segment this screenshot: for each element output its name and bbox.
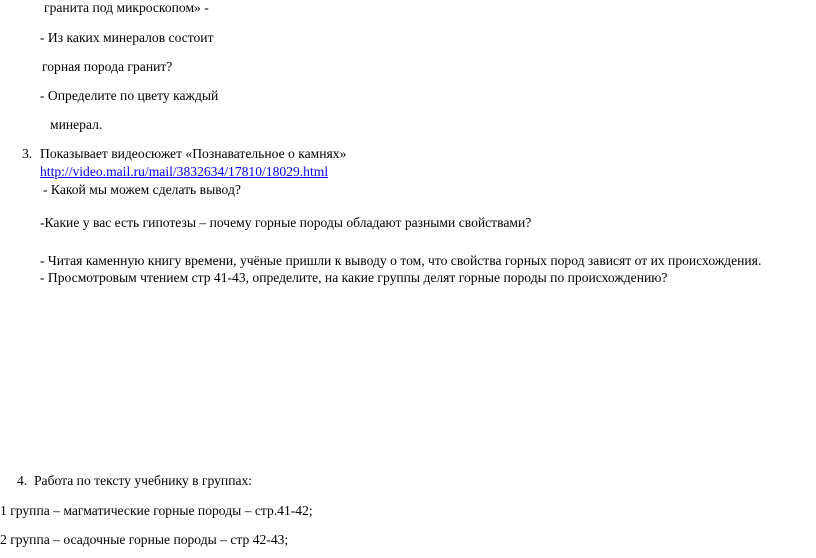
list-item-title: Работа по тексту учебнику в группах: bbox=[34, 473, 253, 488]
video-link-text[interactable]: http://video.mail.ru/mail/3832634/17810/18029.html bbox=[40, 164, 329, 179]
text-line: минерал. bbox=[50, 117, 103, 132]
text-line: - Просмотровым чтением стр 41-43, определите, на какие группы делят горные породы по происхождению? bbox=[40, 270, 668, 285]
video-link[interactable] bbox=[40, 164, 328, 180]
text-line: -Какие у вас есть гипотезы – почему горные породы обладают разными свойствами? bbox=[40, 215, 532, 230]
text-line: - Из каких минералов состоит bbox=[40, 30, 214, 45]
text-line: - Определите по цвету каждый bbox=[40, 88, 219, 103]
text-line: - Читая каменную книгу времени, учёные пришли к выводу о том, что свойства горных пород зависят от их происхождения. bbox=[40, 253, 762, 268]
list-item-title: Показывает видеосюжет «Познавательное о камнях» bbox=[40, 146, 347, 161]
list-number: 3. bbox=[22, 146, 33, 161]
group-line: 1 группа – магматические горные породы – стр.41-42; bbox=[0, 503, 313, 518]
text-line: гранита под микроскопом» - bbox=[44, 0, 209, 15]
text-line: - Какой мы можем сделать вывод? bbox=[43, 182, 241, 197]
list-number: 4. bbox=[17, 473, 28, 488]
group-line: 2 группа – осадочные горные породы – стр 42-43; bbox=[0, 532, 289, 547]
text-line: горная порода гранит? bbox=[42, 59, 173, 74]
